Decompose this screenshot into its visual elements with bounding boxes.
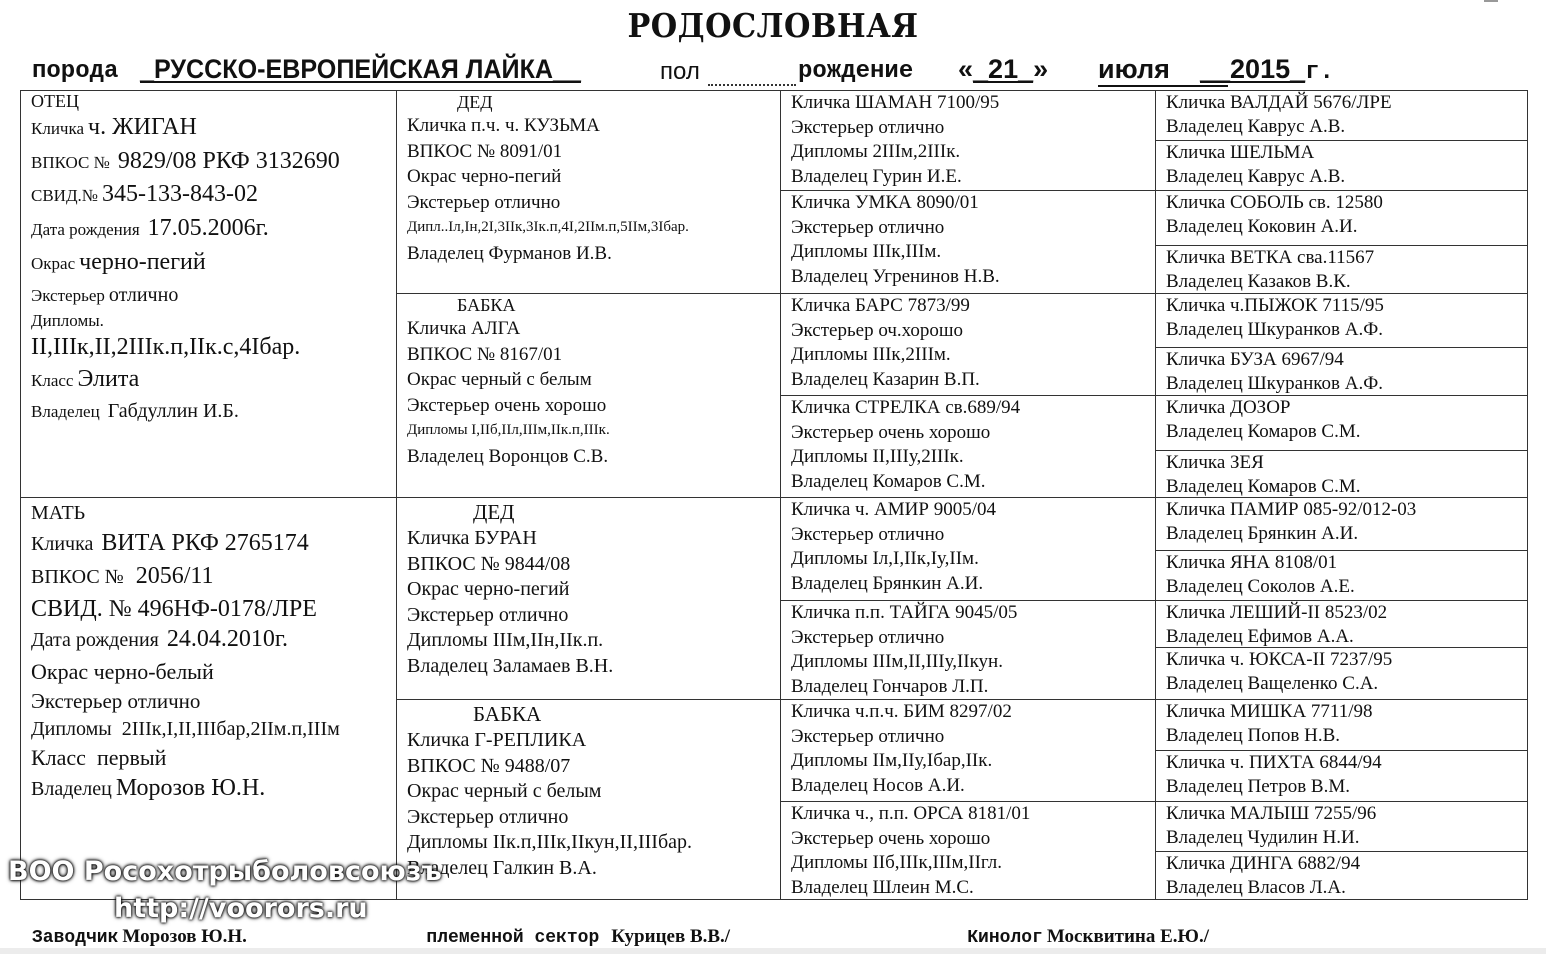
great-great-grandparent-line: Кличка ШЕЛЬМА xyxy=(1166,142,1315,163)
great-great-grandparent-cell xyxy=(1156,648,1528,700)
father-name: Кличка ч. ЖИГАН xyxy=(31,114,197,140)
grandparent-line: Дипломы I,IIб,IIл,IIIм,IIк.п,IIIк. xyxy=(407,422,610,438)
breeder-label: Заводчик xyxy=(32,928,119,948)
grandparent-line: Кличка БУРАН xyxy=(407,527,537,549)
father-vpkos: ВПКОС № 9829/08 РКФ 3132690 xyxy=(31,148,340,174)
footer-signatures xyxy=(32,926,1291,950)
day-close-quote: » xyxy=(1033,54,1049,84)
breeder-value: Морозов Ю.Н. xyxy=(122,926,426,949)
cynologist-value: Москвитина Е.Ю./ xyxy=(1047,926,1291,949)
great-great-grandparent-cell xyxy=(1156,348,1528,396)
great-grandparent-line: Дипломы II,IIIу,2IIIк. xyxy=(791,446,964,467)
grandparent-line: Владелец Галкин В.А. xyxy=(407,856,597,879)
grandparent-line: Окрас черный с белым xyxy=(407,369,592,390)
grandparent-line: ВПКОС № 8167/01 xyxy=(407,343,563,365)
great-grandparent-line: Дипломы 2IIIм,2IIIк. xyxy=(791,141,961,162)
great-grandparent-line: Дипломы IIIк,IIIм. xyxy=(791,241,942,262)
mother-class: Класс первый xyxy=(31,745,167,770)
tribal-sector-label: племенной сектор xyxy=(426,928,600,948)
great-great-grandparent-line: Кличка ЛЕШИЙ-II 8523/02 xyxy=(1166,602,1388,623)
great-grandparent-line: Владелец Брянкин А.И. xyxy=(791,572,984,594)
sex-label: пол xyxy=(660,58,700,85)
great-grandparent-line: Экстерьер очень хорошо xyxy=(791,827,991,849)
great-grandparent-line: Кличка ч., п.п. ОРСА 8181/01 xyxy=(791,803,1031,824)
great-great-grandparent-cell xyxy=(1156,852,1528,900)
birth-label: рождение xyxy=(798,58,914,85)
great-great-grandparent-line: Владелец Ефимов А.А. xyxy=(1166,626,1354,647)
great-grandparent-line: Кличка БАРС 7873/99 xyxy=(791,295,970,316)
grandparent-line: Окрас черно-пегий xyxy=(407,578,570,600)
mother-svid: СВИД. № 496НФ-0178/ЛРЕ xyxy=(31,596,317,622)
grandparent-heading: БАБКА xyxy=(457,295,516,315)
great-grandparent-line: Дипломы IIб,IIIк,IIIм,IIгл. xyxy=(791,852,1002,873)
great-great-grandparent-line: Кличка ВАЛДАЙ 5676/ЛРЕ xyxy=(1166,92,1392,113)
grandparent-line: Экстерьер отлично xyxy=(407,191,561,213)
grandparent-heading: ДЕД xyxy=(473,500,515,524)
great-great-grandparent-line: Кличка СОБОЛЬ св. 12580 xyxy=(1166,192,1383,213)
grandparent-line: Владелец Фурманов И.В. xyxy=(407,242,612,264)
great-grandparent-cell xyxy=(781,498,1156,601)
great-great-grandparent-line: Владелец Ващеленко С.А. xyxy=(1166,673,1379,694)
pedigree-table xyxy=(20,90,1528,900)
grandparent-line: Кличка п.ч. ч. КУЗЬМА xyxy=(407,115,600,136)
great-grandparent-cell xyxy=(781,601,1156,700)
great-grandparent-line: Владелец Гурин И.Е. xyxy=(791,165,962,187)
father-class: Класс Элита xyxy=(31,366,140,392)
father-exterior: Экстерьер отлично xyxy=(31,284,179,306)
page-corner-mark xyxy=(1484,0,1498,2)
mother-vpkos: ВПКОС № 2056/11 xyxy=(31,563,214,589)
great-grandparent-line: Экстерьер отлично xyxy=(791,626,945,648)
great-grandparent-line: Дипломы IIIм,II,IIIу,IIкун. xyxy=(791,651,1003,672)
great-grandparent-line: Кличка УМКА 8090/01 xyxy=(791,192,979,213)
grandparent-line: Окрас черно-пегий xyxy=(407,166,562,187)
great-grandparent-cell xyxy=(781,191,1156,294)
great-grandparent-line: Владелец Комаров С.М. xyxy=(791,470,986,492)
great-great-grandparent-line: Кличка ДОЗОР xyxy=(1166,397,1291,418)
great-great-grandparent-line: Владелец Соколов А.Е. xyxy=(1166,576,1355,597)
great-grandparent-cell xyxy=(781,802,1156,900)
great-grandparent-line: Владелец Казарин В.П. xyxy=(791,368,980,390)
great-grandparent-line: Кличка ч.п.ч. БИМ 8297/02 xyxy=(791,701,1012,722)
mother-cell xyxy=(21,498,397,900)
father-owner: Владелец Габдуллин И.Б. xyxy=(31,400,239,422)
grandparent-line: Кличка АЛГА xyxy=(407,318,521,339)
tribal-sector-value: Курицев В.В./ xyxy=(603,926,871,949)
great-grandparent-line: Дипломы Iл,I,IIк,Iу,IIм. xyxy=(791,548,979,569)
great-grandparent-line: Экстерьер отлично xyxy=(791,725,945,747)
grandparent-cell xyxy=(397,498,781,700)
watermark-url: http://voorors.ru xyxy=(114,893,368,924)
great-great-grandparent-line: Владелец Коковин А.И. xyxy=(1166,216,1358,237)
great-grandparent-line: Дипломы IIIк,2IIIм. xyxy=(791,344,951,365)
great-great-grandparent-cell xyxy=(1156,802,1528,852)
great-grandparent-line: Владелец Гончаров Л.П. xyxy=(791,675,989,697)
great-grandparent-line: Владелец Угренинов Н.В. xyxy=(791,265,1000,287)
mother-heading: МАТЬ xyxy=(31,502,86,524)
great-great-grandparent-line: Владелец Брянкин А.И. xyxy=(1166,523,1359,544)
grandparent-line: ВПКОС № 9844/08 xyxy=(407,552,571,575)
great-great-grandparent-line: Кличка МАЛЫШ 7255/96 xyxy=(1166,803,1377,824)
birth-year xyxy=(1200,54,1334,86)
grandparent-line: ВПКОС № 9488/07 xyxy=(407,754,571,777)
great-grandparent-cell xyxy=(781,396,1156,498)
great-grandparent-line: Экстерьер оч.хорошо xyxy=(791,319,964,341)
great-great-grandparent-line: Владелец Казаков В.К. xyxy=(1166,271,1351,292)
great-great-grandparent-cell xyxy=(1156,551,1528,601)
grandparent-line: Кличка Г-РЕПЛИКА xyxy=(407,729,587,751)
grandparent-line: Экстерьер очень хорошо xyxy=(407,394,607,416)
mother-owner: Владелец Морозов Ю.Н. xyxy=(31,775,266,801)
great-great-grandparent-line: Владелец Попов Н.В. xyxy=(1166,725,1341,746)
great-great-grandparent-line: Кличка ч. ЮКСА-II 7237/95 xyxy=(1166,649,1393,670)
breed-value: _РУССКО-ЕВРОПЕЙСКАЯ ЛАЙКА__ xyxy=(140,54,581,84)
great-great-grandparent-line: Владелец Власов Л.А. xyxy=(1166,877,1346,898)
father-color: Окрас черно-пегий xyxy=(31,249,206,275)
grandparent-cell xyxy=(397,700,781,900)
great-great-grandparent-line: Владелец Шкуранков А.Ф. xyxy=(1166,373,1383,394)
grandparent-line: Владелец Заламаев В.Н. xyxy=(407,654,614,677)
father-diplomas-label: Дипломы. xyxy=(31,311,104,330)
grandparent-line: ВПКОС № 8091/01 xyxy=(407,140,563,162)
grandparent-line: Окрас черный с белым xyxy=(407,780,602,802)
great-great-grandparent-line: Владелец Каврус А.В. xyxy=(1166,116,1346,137)
great-great-grandparent-cell xyxy=(1156,246,1528,294)
great-great-grandparent-line: Кличка МИШКА 7711/98 xyxy=(1166,701,1373,722)
great-great-grandparent-cell xyxy=(1156,451,1528,498)
grandparent-line: Экстерьер отлично xyxy=(407,805,569,828)
great-great-grandparent-line: Кличка ч.ПЫЖОК 7115/95 xyxy=(1166,295,1384,316)
grandparent-cell xyxy=(397,294,781,498)
watermark-org: ВОО Росохотрыболовсоюзъ xyxy=(8,856,442,887)
great-great-grandparent-cell xyxy=(1156,751,1528,802)
great-grandparent-cell xyxy=(781,294,1156,396)
great-grandparent-line: Экстерьер очень хорошо xyxy=(791,421,991,443)
great-great-grandparent-cell xyxy=(1156,191,1528,246)
great-grandparent-line: Кличка п.п. ТАЙГА 9045/05 xyxy=(791,602,1018,623)
breed-label: порода xyxy=(32,58,119,85)
great-great-grandparent-line: Кличка ДИНГА 6882/94 xyxy=(1166,853,1361,874)
great-great-grandparent-cell xyxy=(1156,396,1528,451)
grandparent-heading: БАБКА xyxy=(473,702,542,726)
day-open-quote: « xyxy=(958,54,974,84)
great-great-grandparent-cell xyxy=(1156,91,1528,141)
great-grandparent-line: Кличка ч. АМИР 9005/04 xyxy=(791,499,996,520)
great-grandparent-line: Владелец Шлеин М.С. xyxy=(791,876,974,898)
great-great-grandparent-line: Владелец Петров В.М. xyxy=(1166,776,1350,797)
grandparent-heading: ДЕД xyxy=(457,92,493,112)
father-cell xyxy=(21,91,397,498)
day-value: _21_ xyxy=(973,54,1034,84)
great-grandparent-line: Экстерьер отлично xyxy=(791,523,945,545)
mother-dob: Дата рождения 24.04.2010г. xyxy=(31,626,288,652)
birth-month: июля xyxy=(1098,54,1228,87)
birth-day xyxy=(958,54,1048,85)
year-value: __2015_ xyxy=(1200,54,1306,84)
grandparent-line: Дипл..Iл,Iн,2I,3IIк,3Iк.п,4I,2IIм.п,5IIм,3Iбар. xyxy=(407,219,689,235)
great-grandparent-line: Экстерьер отлично xyxy=(791,116,945,138)
mother-color: Окрас черно-белый xyxy=(31,659,214,684)
great-great-grandparent-cell xyxy=(1156,294,1528,348)
great-great-grandparent-line: Кличка ЗЕЯ xyxy=(1166,452,1264,473)
father-heading: ОТЕЦ xyxy=(31,91,79,111)
cynologist-label: Кинолог xyxy=(967,928,1043,948)
great-great-grandparent-line: Владелец Комаров С.М. xyxy=(1166,476,1361,497)
document-title: РОДОСЛОВНАЯ xyxy=(627,6,919,45)
great-grandparent-cell xyxy=(781,700,1156,802)
grandparent-line: Экстерьер отлично xyxy=(407,603,569,626)
father-svid: СВИД.№ 345-133-843-02 xyxy=(31,181,259,207)
great-grandparent-line: Экстерьер отлично xyxy=(791,216,945,238)
grandparent-cell xyxy=(397,91,781,294)
great-great-grandparent-line: Владелец Чудилин Н.И. xyxy=(1166,827,1360,848)
mother-diplomas: Дипломы 2IIIк,I,II,IIIбар,2IIм.п,IIIм xyxy=(31,718,340,740)
great-grandparent-line: Дипломы IIм,IIу,Iбар,IIк. xyxy=(791,750,993,771)
great-great-grandparent-line: Владелец Каврус А.В. xyxy=(1166,166,1346,187)
great-great-grandparent-line: Кличка ЯНА 8108/01 xyxy=(1166,552,1338,573)
year-suffix: г. xyxy=(1305,59,1334,86)
great-great-grandparent-line: Владелец Комаров С.М. xyxy=(1166,421,1361,442)
great-grandparent-cell xyxy=(781,91,1156,191)
bottom-edge xyxy=(0,948,1546,954)
grandparent-line: Владелец Воронцов С.В. xyxy=(407,445,609,467)
grandparent-line: Дипломы IIIм,IIн,IIк.п. xyxy=(407,629,604,651)
great-great-grandparent-cell xyxy=(1156,700,1528,751)
great-grandparent-line: Кличка ШАМАН 7100/95 xyxy=(791,92,1000,113)
great-great-grandparent-cell xyxy=(1156,601,1528,648)
father-dob: Дата рождения 17.05.2006г. xyxy=(31,215,269,241)
mother-exterior: Экстерьер отлично xyxy=(31,689,201,713)
great-great-grandparent-cell xyxy=(1156,498,1528,551)
grandparent-line: Дипломы IIк.п,IIIк,IIкун,II,IIIбар. xyxy=(407,831,692,853)
great-grandparent-line: Владелец Носов А.И. xyxy=(791,774,965,796)
great-great-grandparent-line: Кличка ПАМИР 085-92/012-03 xyxy=(1166,499,1417,520)
sex-dotted-line xyxy=(708,84,796,86)
father-diplomas-value: II,IIIк,II,2IIIк.п,IIк.с,4Iбар. xyxy=(31,334,301,360)
great-grandparent-line: Кличка СТРЕЛКА св.689/94 xyxy=(791,397,1021,418)
great-great-grandparent-cell xyxy=(1156,141,1528,191)
great-great-grandparent-line: Владелец Шкуранков А.Ф. xyxy=(1166,319,1383,340)
great-great-grandparent-line: Кличка ВЕТКА сва.11567 xyxy=(1166,247,1375,268)
great-great-grandparent-line: Кличка ч. ПИХТА 6844/94 xyxy=(1166,752,1382,773)
mother-name: Кличка ВИТА РКФ 2765174 xyxy=(31,530,309,556)
great-great-grandparent-line: Кличка БУЗА 6967/94 xyxy=(1166,349,1344,370)
